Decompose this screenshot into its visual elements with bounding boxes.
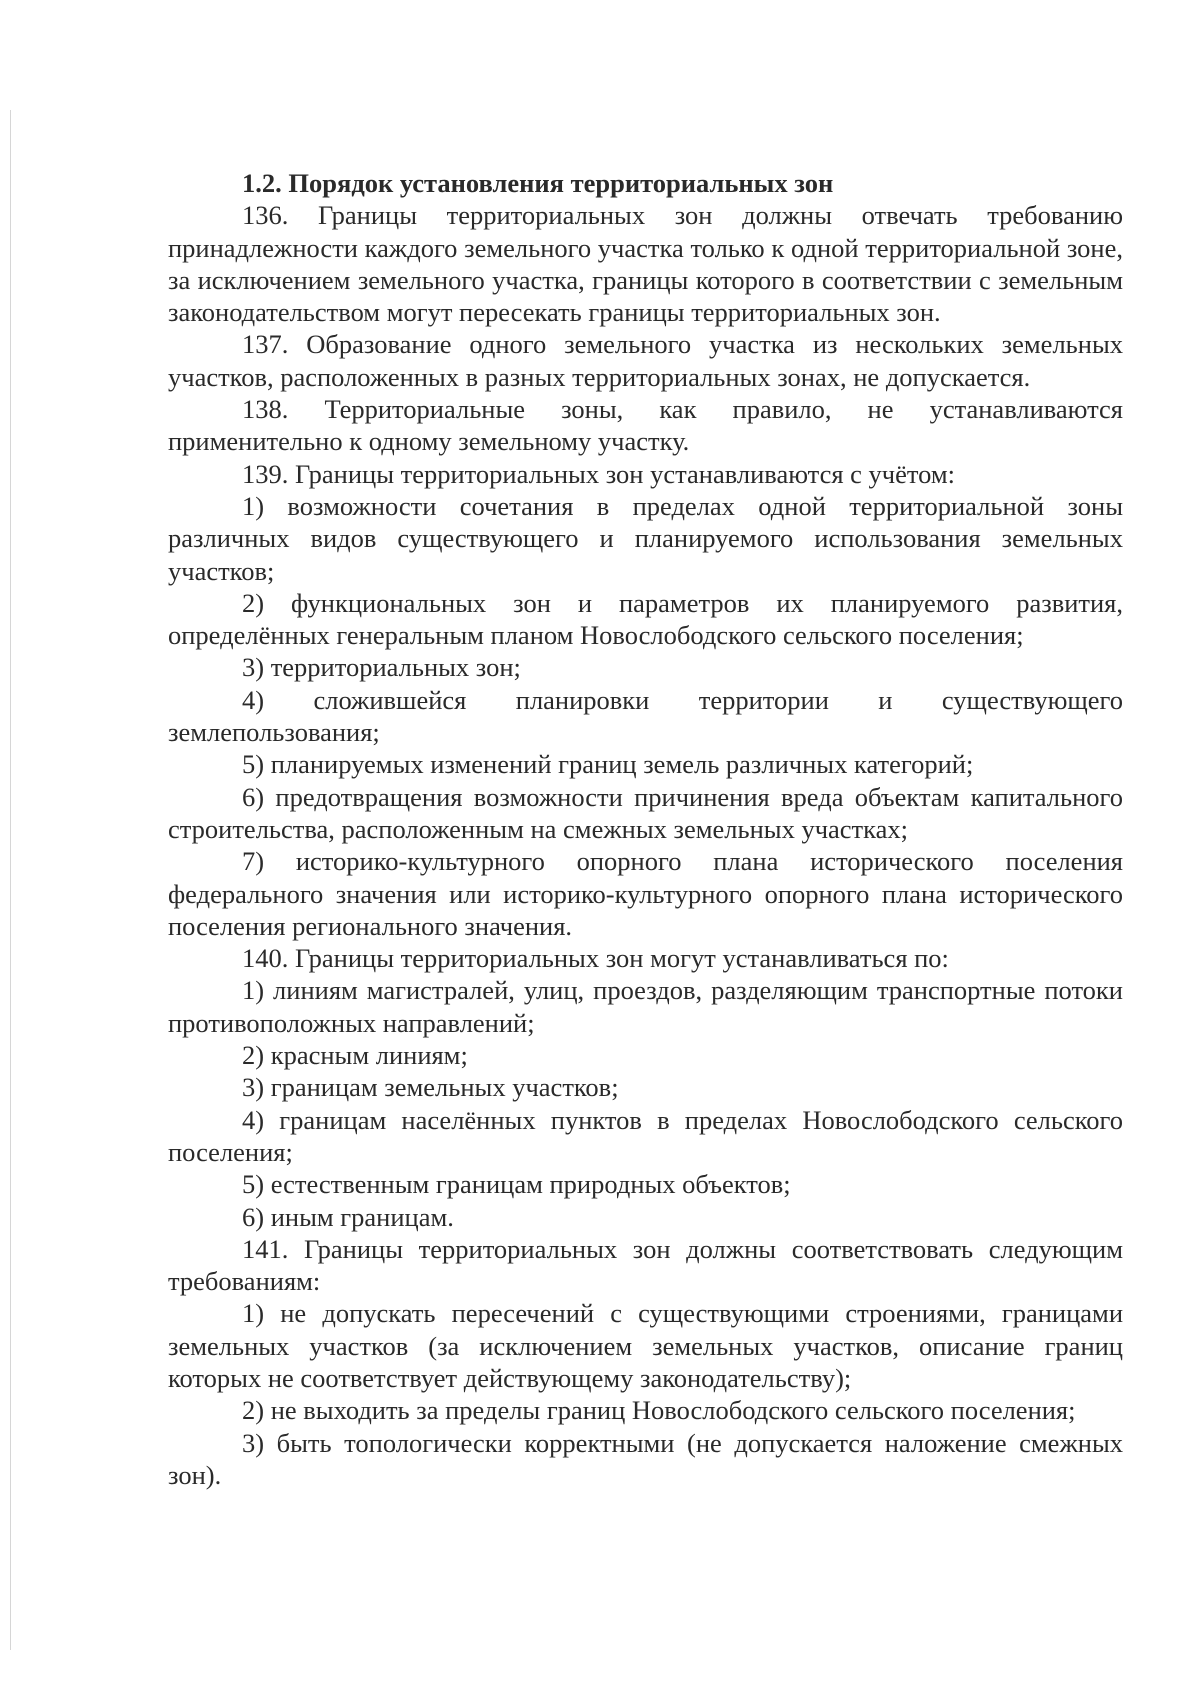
clause-139-item-3: 3) территориальных зон; <box>242 652 521 683</box>
clause-139-item-1: 1) возможности сочетания в пределах одной территориальной зоны различных видов существующего и планируемого использования земельных участков; <box>168 490 1123 586</box>
clause-140-item-4: 4) границам населённых пунктов в пределах Новослободского сельского поселения; <box>168 1104 1123 1167</box>
clause-137: 137. Образование одного земельного участка из нескольких земельных участков, расположенных в разных территориальных зонах, не допускается. <box>168 329 1123 392</box>
clause-140-item-1: 1) линиям магистралей, улиц, проездов, разделяющим транспортные потоки противоположных направлений; <box>168 975 1123 1038</box>
clause-141-item-2: 2) не выходить за пределы границ Новослободского сельского поселения; <box>242 1395 1076 1426</box>
clause-140-item-5: 5) естественным границам природных объектов; <box>242 1169 791 1200</box>
clause-139-item-5: 5) планируемых изменений границ земель различных категорий; <box>242 749 974 780</box>
clause-140-item-2: 2) красным линиям; <box>242 1040 468 1071</box>
clause-141-item-3: 3) быть топологически корректными (не допускается наложение смежных зон). <box>168 1427 1123 1490</box>
clause-141-item-1: 1) не допускать пересечений с существующими строениями, границами земельных участков (за исключением земельных участков, описание границ которых не соответствует действующему законодательству); <box>168 1298 1123 1393</box>
clause-140-item-3: 3) границам земельных участков; <box>242 1072 619 1103</box>
scan-edge-line <box>10 110 11 1650</box>
document-page <box>168 167 1123 1491</box>
clause-136: 136. Границы территориальных зон должны отвечать требованию принадлежности каждого земельного участка только к одной территориальной зоне, за исключением земельного участка, границы которого в соответствии с земельным законодательством могут пересекать границы территориальных зон. <box>168 200 1123 328</box>
clause-139: 139. Границы территориальных зон устанавливаются с учётом: <box>242 458 955 489</box>
section-heading: 1.2. Порядок установления территориальных зон <box>242 168 834 198</box>
clause-140: 140. Границы территориальных зон могут устанавливаться по: <box>242 943 949 974</box>
clause-139-item-2: 2) функциональных зон и параметров их планируемого развития, определённых генеральным планом Новослободского сельского поселения; <box>168 587 1123 651</box>
clause-139-item-6: 6) предотвращения возможности причинения вреда объектам капитального строительства, расположенным на смежных земельных участках; <box>168 781 1123 844</box>
clause-138: 138. Территориальные зоны, как правило, не устанавливаются применительно к одному земельному участку. <box>168 394 1123 457</box>
clause-139-item-7: 7) историко-культурного опорного плана исторического поселения федерального значения или историко-культурного опорного плана исторического поселения регионального значения. <box>168 846 1123 941</box>
clause-141: 141. Границы территориальных зон должны соответствовать следующим требованиям: <box>168 1233 1123 1297</box>
clause-140-item-6: 6) иным границам. <box>242 1201 454 1232</box>
clause-139-item-4: 4) сложившейся планировки территории и существующего землепользования; <box>168 684 1123 748</box>
